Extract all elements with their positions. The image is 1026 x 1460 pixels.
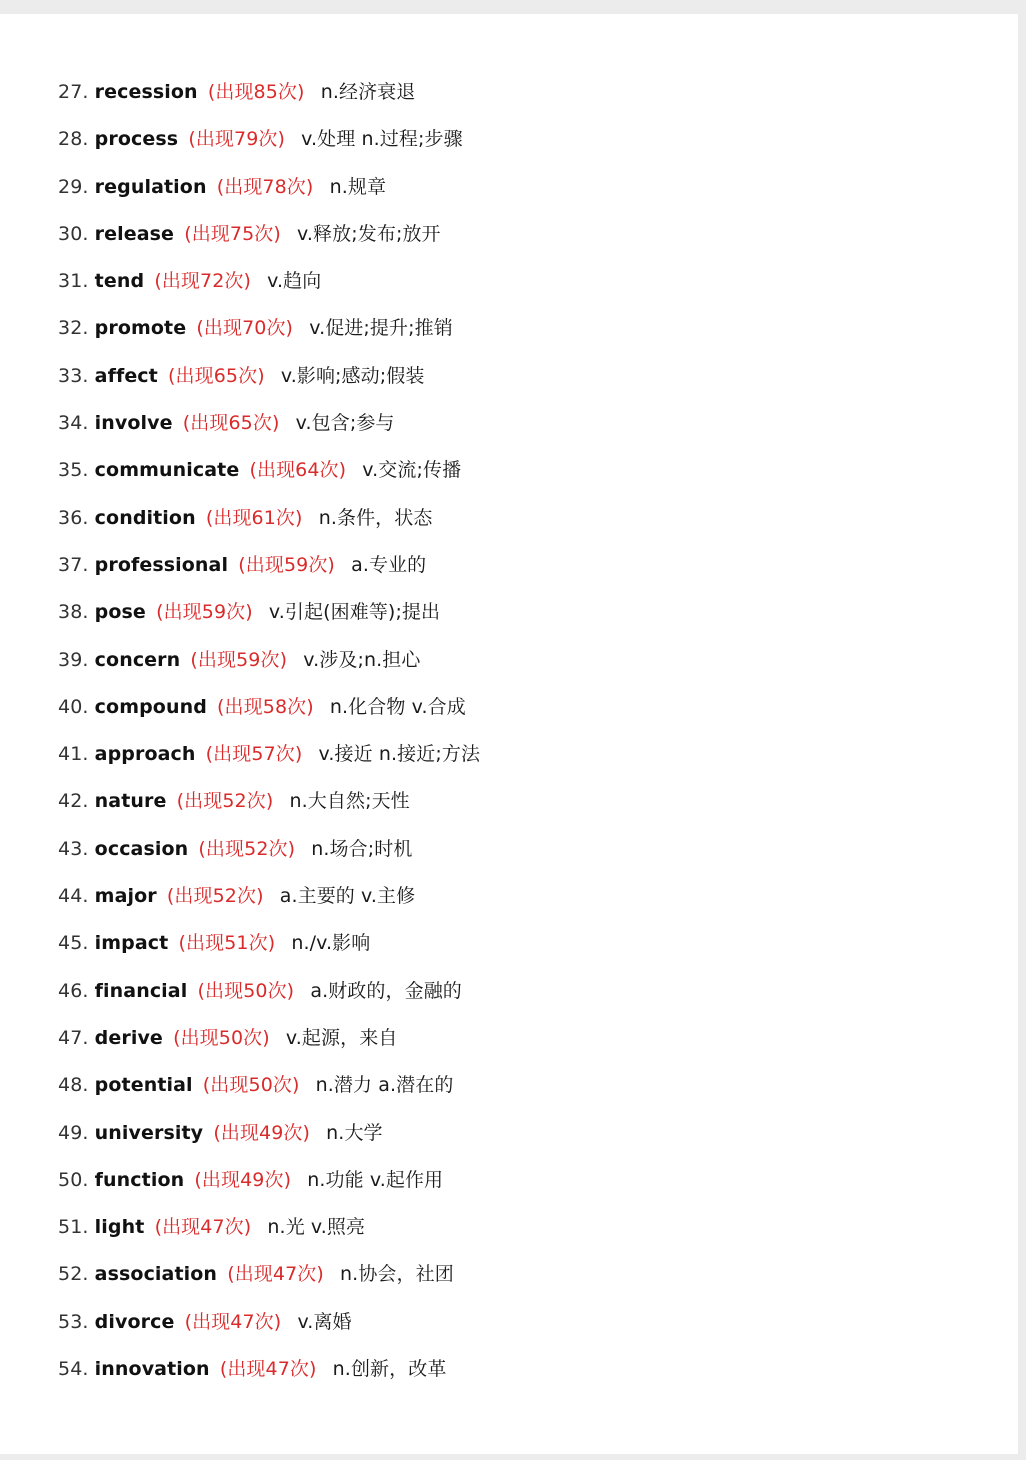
entry-frequency: (出现85次) [207, 81, 305, 103]
entry-word: condition [94, 506, 196, 529]
entry-word: professional [94, 553, 229, 576]
entry-definition: n.条件，状态 [318, 506, 433, 529]
list-item [58, 1251, 480, 1298]
entry-definition: a.财政的，金融的 [310, 979, 462, 1002]
entry-word: communicate [94, 459, 240, 482]
entry-word: university [94, 1121, 204, 1144]
entry-number: 53. [58, 1310, 89, 1333]
list-item [58, 211, 480, 258]
list-item [58, 542, 480, 589]
list-item [58, 1015, 480, 1062]
entry-definition: n.大学 [326, 1121, 383, 1144]
entry-number: 45. [58, 932, 89, 955]
entry-definition: v.影响;感动;假装 [280, 364, 425, 387]
entry-number: 30. [58, 222, 89, 245]
list-item [58, 447, 480, 494]
list-item [58, 1299, 480, 1346]
entry-definition: n.化合物 v.合成 [329, 695, 466, 718]
entry-definition: v.促进;提升;推销 [309, 317, 453, 340]
entry-word: promote [94, 317, 187, 340]
entry-number: 38. [58, 601, 89, 624]
entry-number: 33. [58, 364, 89, 387]
entry-number: 28. [58, 128, 89, 151]
entry-number: 44. [58, 885, 89, 908]
list-item [58, 1204, 480, 1251]
entry-frequency: (出现78次) [216, 175, 314, 198]
entry-frequency: (出现65次) [182, 412, 280, 435]
entry-definition: n.创新，改革 [332, 1358, 447, 1381]
entry-frequency: (出现58次) [217, 695, 314, 718]
list-item [58, 731, 480, 778]
entry-frequency: (出现70次) [196, 317, 294, 340]
list-item [58, 920, 480, 967]
list-item [58, 116, 480, 163]
entry-word: compound [94, 695, 207, 718]
list-item [58, 589, 480, 636]
entry-definition: n.协会，社团 [340, 1263, 454, 1286]
entry-word: pose [94, 601, 146, 624]
entry-word: impact [94, 932, 169, 955]
entry-definition: n.功能 v.起作用 [307, 1168, 444, 1191]
entry-number: 48. [58, 1074, 89, 1097]
entry-word: divorce [94, 1310, 175, 1333]
entry-word: involve [94, 412, 173, 435]
entry-definition: v.起源，来自 [285, 1026, 398, 1049]
entry-frequency: (出现52次) [176, 790, 274, 813]
entry-definition: n.大自然;天性 [289, 790, 410, 813]
entry-definition: n.潜力 a.潜在的 [315, 1074, 454, 1097]
entry-word: association [94, 1263, 218, 1286]
entry-number: 52. [58, 1263, 89, 1286]
entry-definition: v.释放;发布;放开 [297, 222, 441, 245]
list-item [58, 826, 480, 873]
entry-number: 39. [58, 648, 89, 671]
entry-frequency: (出现64次) [249, 459, 347, 482]
list-item [58, 637, 480, 684]
entry-definition: n.规章 [329, 175, 387, 198]
entry-number: 35. [58, 459, 89, 482]
entry-definition: n./v.影响 [291, 932, 371, 955]
list-item [58, 258, 480, 305]
list-item [58, 305, 480, 352]
entry-number: 51. [58, 1216, 89, 1239]
entry-definition: v.包含;参与 [295, 412, 395, 435]
entry-frequency: (出现79次) [188, 128, 286, 151]
entry-number: 36. [58, 506, 89, 529]
entry-word: affect [94, 364, 158, 387]
entry-frequency: (出现49次) [213, 1121, 311, 1144]
entry-frequency: (出现50次) [173, 1026, 270, 1049]
list-item [58, 353, 480, 400]
entry-number: 41. [58, 743, 89, 766]
entry-frequency: (出现61次) [205, 506, 303, 529]
list-item [58, 69, 480, 116]
entry-number: 49. [58, 1121, 89, 1144]
entry-word: light [94, 1216, 145, 1239]
entry-number: 37. [58, 553, 89, 576]
entry-word: concern [94, 648, 181, 671]
entry-number: 34. [58, 412, 89, 435]
entry-frequency: (出现52次) [166, 885, 264, 908]
entry-frequency: (出现47次) [154, 1216, 252, 1239]
entry-number: 40. [58, 695, 89, 718]
entry-frequency: (出现59次) [238, 553, 335, 576]
entry-word: function [94, 1168, 185, 1191]
entry-number: 31. [58, 270, 89, 293]
entry-word: process [94, 128, 179, 151]
entry-definition: v.接近 n.接近;方法 [318, 743, 481, 766]
entry-definition: n.光 v.照亮 [267, 1216, 366, 1239]
entry-word: major [94, 885, 157, 908]
entry-number: 27. [58, 81, 89, 103]
entry-frequency: (出现57次) [205, 743, 303, 766]
entry-number: 54. [58, 1358, 89, 1381]
entry-definition: v.引起(困难等);提出 [268, 601, 441, 624]
entry-word: nature [94, 790, 167, 813]
entry-frequency: (出现50次) [202, 1074, 300, 1097]
entry-frequency: (出现75次) [184, 222, 281, 245]
entry-definition: n.经济衰退 [320, 81, 416, 103]
entry-word: release [94, 222, 175, 245]
entry-definition: v.交流;传播 [362, 459, 462, 482]
entry-word: occasion [94, 837, 189, 860]
entry-frequency: (出现47次) [184, 1310, 282, 1333]
entry-definition: v.趋向 [267, 270, 322, 293]
list-item [58, 400, 480, 447]
entry-frequency: (出现65次) [168, 364, 265, 387]
entry-number: 43. [58, 837, 89, 860]
entry-number: 50. [58, 1168, 89, 1191]
list-item [58, 684, 480, 731]
entry-definition: v.离婚 [297, 1310, 352, 1333]
entry-word: financial [94, 979, 188, 1002]
entry-frequency: (出现49次) [194, 1168, 292, 1191]
list-item [58, 873, 480, 920]
entry-word: recession [94, 81, 198, 103]
entry-definition: v.处理 n.过程;步骤 [301, 128, 463, 151]
entry-frequency: (出现52次) [198, 837, 296, 860]
entry-word: tend [94, 270, 145, 293]
entry-frequency: (出现72次) [154, 270, 252, 293]
entry-number: 32. [58, 317, 89, 340]
entry-word: potential [94, 1074, 193, 1097]
entry-number: 29. [58, 175, 89, 198]
vocabulary-list [58, 69, 480, 1393]
list-item [58, 495, 480, 542]
entry-frequency: (出现51次) [178, 932, 276, 955]
entry-number: 46. [58, 979, 89, 1002]
list-item [58, 1110, 480, 1157]
entry-frequency: (出现59次) [190, 648, 288, 671]
entry-definition: a.主要的 v.主修 [279, 885, 416, 908]
list-item [58, 164, 480, 211]
entry-definition: v.涉及;n.担心 [303, 648, 421, 671]
list-item [58, 778, 480, 825]
entry-frequency: (出现47次) [219, 1358, 317, 1381]
entry-definition: a.专业的 [351, 553, 427, 576]
entry-frequency: (出现50次) [197, 979, 295, 1002]
entry-frequency: (出现47次) [227, 1263, 324, 1286]
entry-definition: n.场合;时机 [311, 837, 413, 860]
entry-number: 42. [58, 790, 89, 813]
list-item [58, 1346, 480, 1393]
list-item [58, 1062, 480, 1109]
list-item [58, 1157, 480, 1204]
entry-number: 47. [58, 1026, 89, 1049]
entry-word: regulation [94, 175, 207, 198]
list-item [58, 968, 480, 1015]
entry-frequency: (出现59次) [156, 601, 253, 624]
entry-word: innovation [94, 1358, 210, 1381]
entry-word: approach [94, 743, 196, 766]
document-page [0, 14, 1018, 1454]
entry-word: derive [94, 1026, 163, 1049]
